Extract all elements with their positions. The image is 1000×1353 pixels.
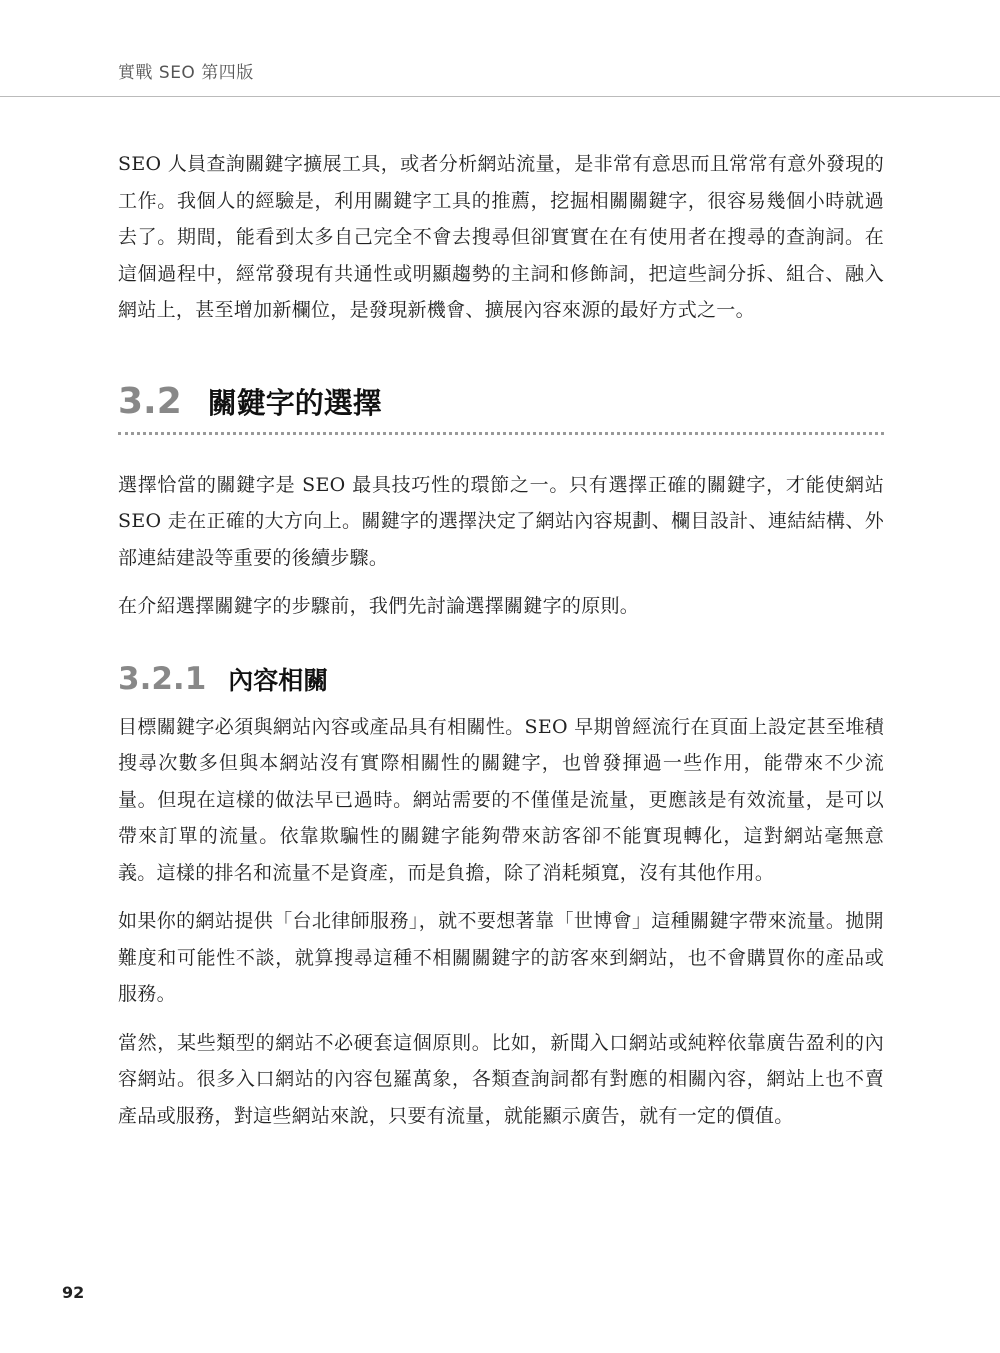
section-title: 關鍵字的選擇 — [207, 385, 382, 420]
subsection-heading-3-2-1 — [118, 661, 884, 697]
subsection-number: 3.2.1 — [118, 660, 207, 697]
running-header: 實戰 SEO 第四版 — [118, 63, 254, 83]
subsection-paragraph: 當然，某些類型的網站不必硬套這個原則。比如，新聞入口網站或純粹依靠廣告盈利的內容網站。很多入口網站的內容包羅萬象，各類查詢詞都有對應的相關內容，網站上也不賣產品或服務，對這些網站來說，只要有流量，就能顯示廣告，就有一定的價值。 — [118, 1031, 884, 1127]
header-divider — [0, 96, 1000, 97]
section-number: 3.2 — [118, 380, 182, 422]
subsection-paragraph: 如果你的網站提供「台北律師服務」，就不要想著靠「世博會」這種關鍵字帶來流量。拋開難度和可能性不談，就算搜尋這種不相關關鍵字的訪客來到網站，也不會購買你的產品或服務。 — [118, 910, 884, 1005]
intro-paragraph: SEO 人員查詢關鍵字擴展工具，或者分析網站流量，是非常有意思而且常常有意外發現的工作。我個人的經驗是，利用關鍵字工具的推薦，挖掘相關關鍵字，很容易幾個小時就過去了。期間，能看到太多自己完全不會去搜尋但卻實實在在有使用者在搜尋的查詢詞。在這個過程中，經常發現有共通性或明顯趨勢的主詞和修飾詞，把這些詞分拆、組合、融入網站上，甚至增加新欄位，是發現新機會、擴展內容來源的最好方式之一。 — [118, 153, 884, 321]
section-heading-3-2 — [118, 381, 884, 435]
page-body — [118, 146, 884, 1134]
subsection-title: 內容相關 — [228, 665, 329, 695]
page-number: 92 — [62, 1283, 85, 1302]
section-paragraph: 選擇恰當的關鍵字是 SEO 最具技巧性的環節之一。只有選擇正確的關鍵字，才能使網站 SEO 走在正確的大方向上。關鍵字的選擇決定了網站內容規劃、欄目設計、連結結構、外部連結建設等重要的後續步驟。 — [118, 473, 884, 569]
subsection-paragraph: 目標關鍵字必須與網站內容或產品具有相關性。SEO 早期曾經流行在頁面上設定甚至堆積搜尋次數多但與本網站沒有實際相關性的關鍵字，也曾發揮過一些作用，能帶來不少流量。但現在這樣的做法早已過時。網站需要的不僅僅是流量，更應該是有效流量，是可以帶來訂單的流量。依靠欺騙性的關鍵字能夠帶來訪客卻不能實現轉化，這對網站毫無意義。這樣的排名和流量不是資產，而是負擔，除了消耗頻寬，沒有其他作用。 — [118, 715, 884, 884]
section-paragraph: 在介紹選擇關鍵字的步驟前，我們先討論選擇關鍵字的原則。 — [118, 595, 640, 617]
